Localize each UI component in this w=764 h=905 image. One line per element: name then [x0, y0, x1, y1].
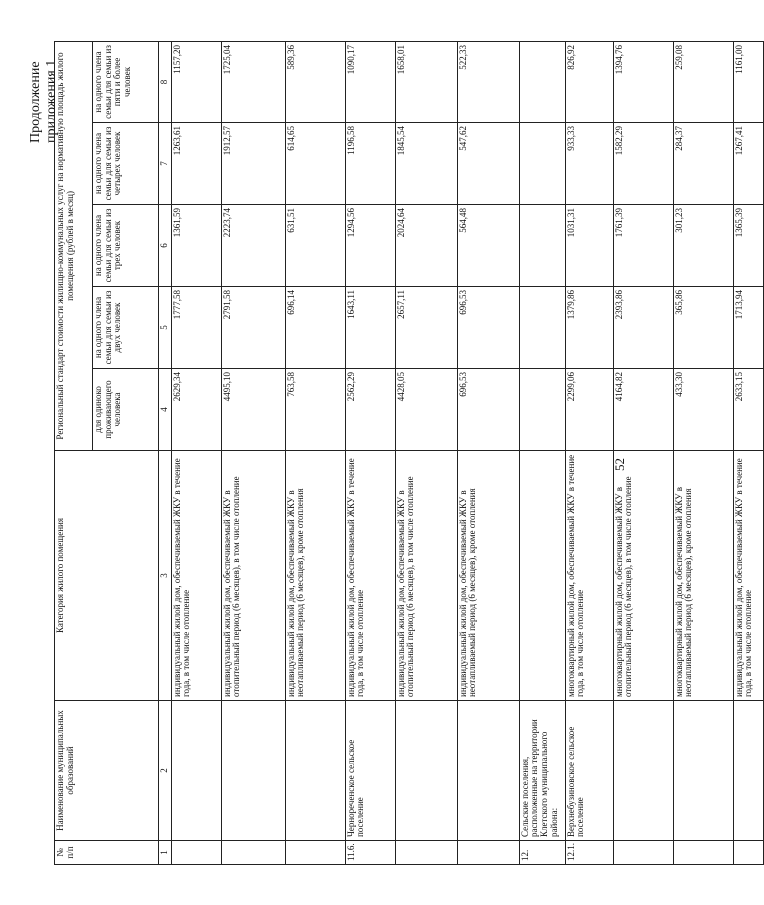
standard-value: 1394,76: [613, 41, 673, 122]
standard-value: 1658,01: [395, 41, 457, 122]
column-index: 8: [159, 41, 172, 122]
standard-value: 2223,74: [221, 205, 285, 287]
table-row: [285, 41, 345, 864]
row-number: [395, 841, 457, 865]
header-single-person: для одиноко проживающего человека: [93, 369, 159, 451]
standard-value: 1725,04: [221, 41, 285, 122]
housing-standard-table: [54, 41, 764, 865]
standard-value: 2024,64: [395, 205, 457, 287]
row-number: 12.: [519, 841, 565, 865]
standard-value: 301,23: [673, 205, 733, 287]
header-standard-group: Региональный стандарт стоимости жилищно-коммунальных услуг на нормативную площадь жилого помещения (рублей в месяц): [55, 41, 93, 450]
table-row: [733, 41, 763, 864]
page-number: 52: [612, 458, 627, 471]
table-row: [519, 41, 565, 864]
row-number: [171, 841, 221, 865]
standard-value: 1294,56: [345, 205, 395, 287]
row-number: [221, 841, 285, 865]
standard-value: 631,51: [285, 205, 345, 287]
table-row: [395, 41, 457, 864]
housing-category: индивидуальный жилой дом, обеспечиваемый ЖКУ в течение года, в том числе отопление: [171, 451, 221, 701]
standard-value: 1761,39: [613, 205, 673, 287]
standard-value: [519, 41, 565, 122]
municipality-name: [733, 701, 763, 841]
header-family-of-three: на одного члена семьи для семьи из трех человек: [93, 205, 159, 287]
standard-value: 614,65: [285, 123, 345, 205]
standard-value: 547,62: [457, 123, 519, 205]
housing-category: индивидуальный жилой дом, обеспечиваемый ЖКУ в течение года, в том числе отопление: [345, 451, 395, 701]
column-index: 4: [159, 369, 172, 451]
table-row: [565, 41, 613, 864]
standard-value: 1582,29: [613, 123, 673, 205]
header-category: Категория жилого помещения: [55, 451, 159, 701]
table-row: [613, 41, 673, 864]
standard-value: 522,33: [457, 41, 519, 122]
municipality-name: [457, 701, 519, 841]
table-row: [457, 41, 519, 864]
row-number: [457, 841, 519, 865]
standard-value: 2393,86: [613, 287, 673, 369]
row-number: 12.1.: [565, 841, 613, 865]
header-municipality: Наименование муниципальных образований: [55, 701, 159, 841]
standard-value: 4164,82: [613, 369, 673, 451]
standard-value: 1361,59: [171, 205, 221, 287]
housing-category: индивидуальный жилой дом, обеспечиваемый ЖКУ в отопительный период (6 месяцев), в том числе отопление: [221, 451, 285, 701]
housing-category: [519, 451, 565, 701]
housing-category: индивидуальный жилой дом, обеспечиваемый ЖКУ в неотапливаемый период (6 месяцев), кроме отопления: [457, 451, 519, 701]
housing-category: индивидуальный жилой дом, обеспечиваемый ЖКУ в отопительный период (6 месяцев), в том числе отопление: [395, 451, 457, 701]
column-index: 5: [159, 287, 172, 369]
municipality-name: [285, 701, 345, 841]
standard-value: 1777,58: [171, 287, 221, 369]
municipality-name: Сельские поселения, расположенные на территории Клетского муниципального района:: [519, 701, 565, 841]
standard-value: 1263,61: [171, 123, 221, 205]
standard-value: 2562,29: [345, 369, 395, 451]
row-number: 11.6.: [345, 841, 395, 865]
municipality-name: [673, 701, 733, 841]
standard-value: 696,53: [457, 287, 519, 369]
row-number: [673, 841, 733, 865]
header-family-of-two: на одного члена семьи для семьи из двух человек: [93, 287, 159, 369]
standard-value: 763,58: [285, 369, 345, 451]
standard-value: 1090,17: [345, 41, 395, 122]
standard-value: 4495,10: [221, 369, 285, 451]
column-index: 2: [159, 701, 172, 841]
table-row: [673, 41, 733, 864]
table-row: [171, 41, 221, 864]
standard-value: 284,37: [673, 123, 733, 205]
standard-value: 259,08: [673, 41, 733, 122]
standard-value: 2299,06: [565, 369, 613, 451]
column-index: 6: [159, 205, 172, 287]
header-number: № п/п: [55, 841, 159, 865]
table-row: [221, 41, 285, 864]
standard-value: 1267,41: [733, 123, 763, 205]
header-family-of-four: на одного члена семьи для семьи из четырех человек: [93, 123, 159, 205]
standard-value: 1031,31: [565, 205, 613, 287]
row-number: [733, 841, 763, 865]
housing-category: многоквартирный жилой дом, обеспечиваемый ЖКУ в отопительный период (6 месяцев), в том числе отопление: [613, 451, 673, 701]
municipality-name: Верхнебузиновское сельское поселение: [565, 701, 613, 841]
standard-value: 1379,86: [565, 287, 613, 369]
standard-value: 2657,11: [395, 287, 457, 369]
column-index-row: [159, 41, 172, 864]
column-index: 3: [159, 451, 172, 701]
standard-value: 1196,58: [345, 123, 395, 205]
standard-value: 1713,94: [733, 287, 763, 369]
row-number: [613, 841, 673, 865]
municipality-name: [395, 701, 457, 841]
standard-value: 696,53: [457, 369, 519, 451]
standard-value: 2629,34: [171, 369, 221, 451]
standard-value: [519, 205, 565, 287]
standard-value: 1643,11: [345, 287, 395, 369]
column-index: 7: [159, 123, 172, 205]
standard-value: [519, 287, 565, 369]
municipality-name: [613, 701, 673, 841]
table-row: [345, 41, 395, 864]
standard-value: 2633,15: [733, 369, 763, 451]
standard-value: 1912,57: [221, 123, 285, 205]
housing-category: многоквартирный жилой дом, обеспечиваемый ЖКУ в течение года, в том числе отопление: [565, 451, 613, 701]
standard-value: 589,36: [285, 41, 345, 122]
standard-value: 564,48: [457, 205, 519, 287]
standard-value: 1161,00: [733, 41, 763, 122]
housing-category: индивидуальный жилой дом, обеспечиваемый ЖКУ в неотапливаемый период (6 месяцев), кроме отопления: [285, 451, 345, 701]
standard-value: 1845,54: [395, 123, 457, 205]
column-index: 1: [159, 841, 172, 865]
standard-value: [519, 369, 565, 451]
standard-value: 826,92: [565, 41, 613, 122]
standard-value: 696,14: [285, 287, 345, 369]
standard-value: 4428,05: [395, 369, 457, 451]
standard-value: 1157,20: [171, 41, 221, 122]
municipality-name: Чернореченское сельское поселение: [345, 701, 395, 841]
housing-category: индивидуальный жилой дом, обеспечиваемый ЖКУ в течение года, в том числе отопление: [733, 451, 763, 701]
standard-value: 933,33: [565, 123, 613, 205]
standard-value: 1365,39: [733, 205, 763, 287]
row-number: [285, 841, 345, 865]
continuation-note: Продолжение приложения 1: [28, 59, 59, 143]
municipality-name: [221, 701, 285, 841]
standard-value: 365,86: [673, 287, 733, 369]
standard-value: 2791,58: [221, 287, 285, 369]
standard-value: [519, 123, 565, 205]
municipality-name: [171, 701, 221, 841]
housing-category: многоквартирный жилой дом, обеспечиваемый ЖКУ в неотапливаемый период (6 месяцев), кроме отопления: [673, 451, 733, 701]
standard-value: 433,30: [673, 369, 733, 451]
header-family-of-five: на одного члена семьи для семьи из пяти и более человек: [93, 41, 159, 122]
